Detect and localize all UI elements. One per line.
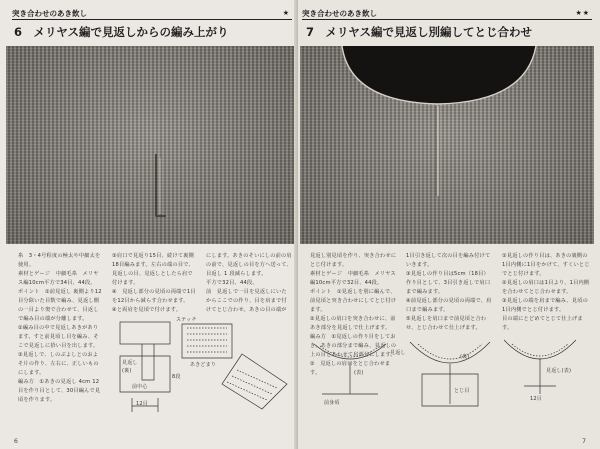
right-header	[302, 8, 592, 20]
label-g: 12目	[136, 401, 148, 407]
left-col-2	[112, 252, 196, 312]
left-header-text: 突き合わせのあき飲し	[12, 9, 87, 18]
label-e: (裏)	[460, 354, 470, 360]
paragraph: 素材とゲージ 中細毛糸 メリヤス編10cm平方で34目、44段。	[18, 271, 99, 286]
left-folio: 6	[14, 438, 18, 445]
label-d: とじ目	[454, 388, 470, 394]
right-photo	[300, 46, 594, 244]
label-b: 見返し	[122, 360, 138, 366]
paragraph: ②見返しの肩口を突き合わせに、前あき部分を見返しで仕上げます。	[310, 316, 396, 331]
paragraph: 前 見返しで一目を見返しにいたからここでの作り、目を肩まで付けてとじ合わせ。あきの目の端が	[206, 289, 287, 312]
paragraph: ③見返しの作り目は5cm（18目）作り目として、3目引き返しで肩口まで編みます。	[406, 271, 491, 295]
paragraph: 見返し別見頃を作り、突き合わせにとじ付けます。	[310, 253, 397, 268]
paragraph: ② 見返しの肩口をとじ合わせます。	[310, 361, 391, 376]
paragraph: ③見返しの端を肩まで編み、見頃の1目内側でとじ付けます。	[502, 298, 588, 313]
paragraph: ②編み目の中で見返しあきがあります。すと前見頃し目を編み、そこで見返しに拾い目を出します。	[18, 325, 99, 349]
left-header-stars: ★	[282, 9, 290, 17]
paragraph: 編み方 ①見返しの作り目をしておき、あきの部分まで編み、見返しの上の目とあわせて肩部分にします。	[310, 334, 397, 358]
right-col-2	[406, 252, 494, 332]
paragraph: ポイント ①前見返し 裏側より12目分除いた目数で編み、見返し側の一目より奥で合わせて、目返しで編み目の端が分離します。	[18, 289, 102, 322]
right-header-stars: ★★	[575, 9, 590, 17]
label-b: (表)	[354, 370, 364, 376]
left-col-1	[18, 252, 102, 402]
label-e: あきどまり	[190, 362, 217, 368]
label-a: 見返し	[390, 350, 406, 356]
label-f: 見返し(表)	[546, 368, 572, 374]
paragraph: ②見返しの肩口は1目より、1目内側を合わせてとじ合わせます。	[502, 280, 590, 295]
right-page	[298, 0, 600, 449]
left-photo-slit	[6, 46, 294, 244]
left-header	[12, 8, 292, 20]
paragraph: ①見返しの作り目は、あきの裏側の1目内側に1目をかけて、すくいとじでとじ付けます。	[502, 253, 590, 277]
paragraph: ポイント ①見返しを別に編んで、前見頃と突き合わせにしてとじ付けます。	[310, 289, 397, 313]
right-diagram	[310, 334, 592, 414]
left-col-3	[206, 252, 292, 312]
left-diagram	[112, 314, 292, 414]
label-d: 前中心	[132, 384, 148, 390]
right-photo-neckline	[300, 46, 594, 244]
paragraph: 1目引き返して次の目を編み付けていきます。	[406, 253, 491, 268]
label-c: (裏)	[122, 368, 132, 374]
label-g: 12目	[530, 396, 542, 402]
paragraph: ④と両肩を見頃で付けます。	[112, 307, 182, 312]
right-col-3	[502, 252, 590, 332]
paragraph: ④ 見返し部分の見頃の両端で1目を12目から減らす合わせます。	[112, 289, 196, 304]
left-page	[0, 0, 298, 449]
paragraph: ③見返しで、しのぶよしとのおよそ片の作り、左右に、正しいものにします。	[18, 352, 99, 376]
paragraph: にします。あきのそいにしの前の肩の前で、見返しの目を方へ送って、目返し 1 段減らします。	[206, 253, 292, 277]
paragraph: 目の端にとどめてとじて仕上げます。	[502, 316, 583, 331]
right-title: 7 メリヤス編で見返し別編してとじ合わせ	[306, 25, 533, 39]
paragraph: ⑤見返しを肩口まで前見頃と合わせ、とじ合わせて仕上げます。	[406, 316, 487, 331]
right-body	[310, 252, 592, 412]
label-f: 8段	[172, 374, 181, 380]
paragraph: 平方で32目、44段。	[206, 280, 258, 286]
left-body	[18, 252, 294, 412]
label-a: ステッチ	[176, 317, 197, 323]
left-photo	[6, 46, 294, 244]
paragraph: ④前見返し部分の見頃の両端で、肩口まで編みます。	[406, 298, 492, 313]
paragraph: ③肩口で見返り15目、続けて裏側18目編みます。左右の端の目で、見返しの目、見返しとしたら肩で付けます。	[112, 253, 194, 286]
right-folio: 7	[582, 438, 586, 445]
paragraph: 編み方 ①あきの見返し 4cm 12目を作り目として、30目編んで見頃を作ります。	[18, 379, 101, 402]
right-header-text: 突き合わせのあき飲し	[302, 9, 377, 18]
label-c: 前身頃	[324, 400, 340, 406]
paragraph: 糸 3・4号程度の極太や中細太を使用。	[18, 253, 101, 268]
paragraph: 素材とゲージ 中細毛糸 メリヤス編10cm平方で32目、44段。	[310, 271, 396, 286]
left-title: 6 メリヤス編で見返しからの編み上がり	[14, 25, 229, 39]
